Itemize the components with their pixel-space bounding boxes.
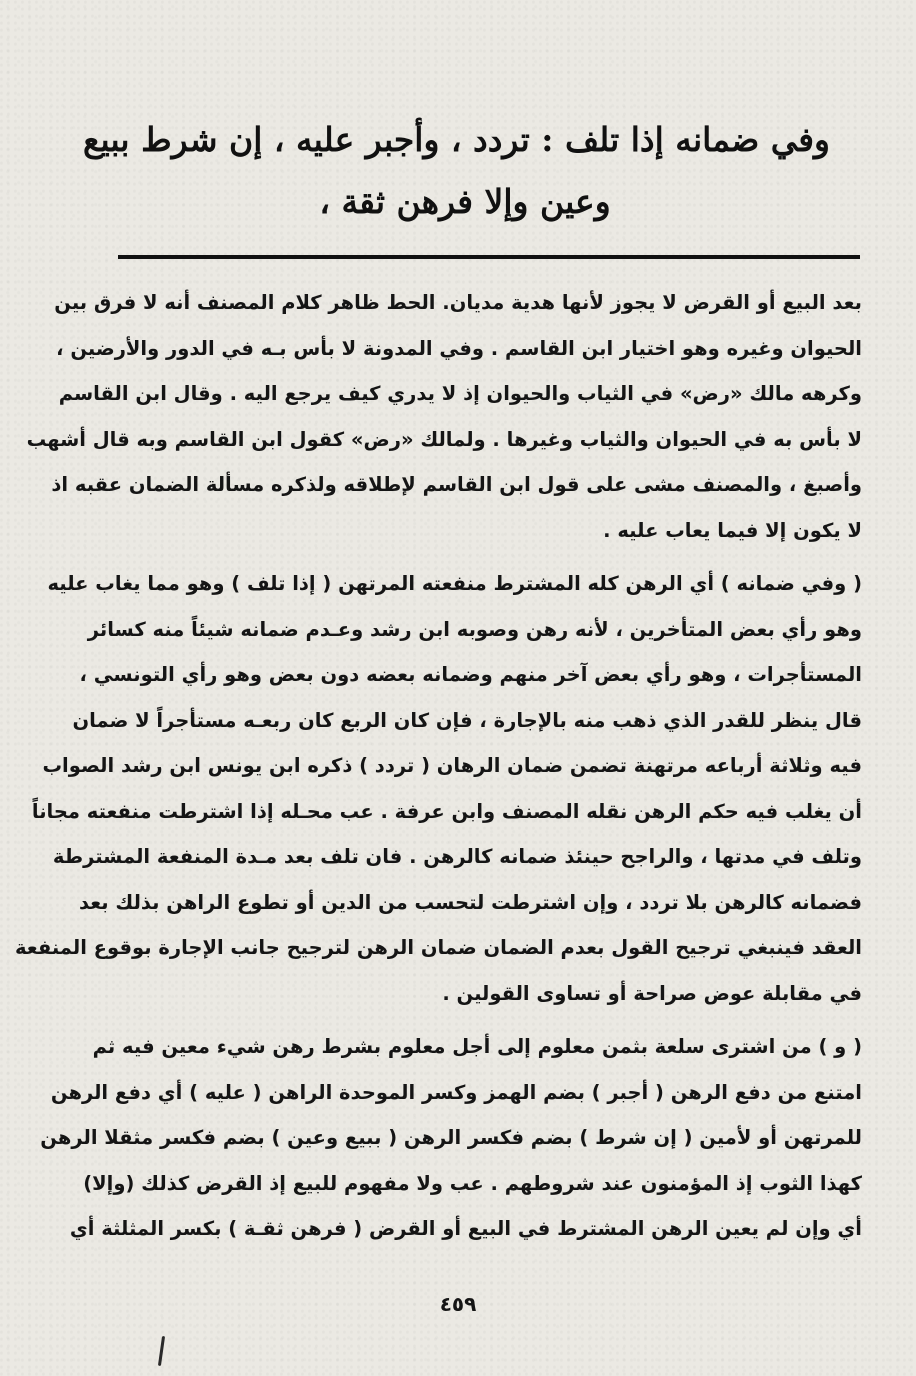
text-line: بعد البيع أو القرض لا يجوز لأنها هدية مديان. الحط ظاهر كلام المصنف أنه لا فرق بين	[54, 291, 862, 314]
text-line: المستأجرات ، وهو رأي بعض آخر منهم وضمانه بعضه دون بعض وهو رأي التونسي ،	[79, 663, 862, 686]
paragraph-gap	[100, 1016, 862, 1024]
paragraph-1	[26, 280, 862, 553]
matn-heading-line-2: وعين وإلا فرهن ثقة ،	[319, 182, 611, 221]
text-line: في مقابلة عوض صراحة أو تساوى القولين .	[442, 981, 862, 1005]
paragraph-3	[40, 1024, 862, 1252]
text-line: لا بأس به في الحيوان والثياب وغيرها . ولمالك «رض» كقول ابن القاسم وبه قال أشهب	[26, 427, 862, 451]
matn-heading-line-1: وفي ضمانه إذا تلف : تردد ، وأجبر عليه ، إن شرط ببيع	[82, 120, 830, 159]
page-number: ٤٥٩	[439, 1292, 477, 1316]
text-line: ( و ) من اشترى سلعة بثمن معلوم إلى أجل معلوم بشرط رهن شيء معين فيه ثم	[92, 1035, 862, 1058]
pen-stroke-mark	[158, 1336, 165, 1366]
text-line: قال ينظر للقدر الذي ذهب منه بالإجارة ، فإن كان الربع كان ربعـه مستأجراً لا ضمان	[72, 708, 862, 732]
text-line: لا يكون إلا فيما يعاب عليه .	[603, 518, 862, 542]
text-line: أن يغلب فيه حكم الرهن نقله المصنف وابن عرفة . عب محـله إذا اشترطت منفعته مجاناً	[31, 799, 862, 823]
text-line: وأصبغ ، والمصنف مشى على قول ابن القاسم لإطلاقه ولذكره مسألة الضمان عقبه اذ	[51, 473, 862, 496]
paragraph-2	[14, 561, 862, 1016]
text-line: الحيوان وغيره وهو اختيار ابن القاسم . وفي المدونة لا بأس بـه في الدور والأرضين ،	[56, 336, 862, 360]
text-line: وكرهه مالك «رض» في الثياب والحيوان إذ لا يدري كيف يرجع اليه . وقال ابن القاسم	[58, 382, 862, 405]
heading-divider	[118, 255, 860, 259]
commentary-text	[14, 280, 862, 1252]
text-line: كهذا الثوب إذ المؤمنون عند شروطهم . عب ولا مفهوم للبيع إذ القرض كذلك (وإلا)	[83, 1171, 862, 1195]
text-line: ( وفي ضمانه ) أي الرهن كله المشترط منفعته المرتهن ( إذا تلف ) وهو مما يغاب عليه	[47, 572, 862, 595]
text-line: فيه وثلاثة أرباعه مرتهنة تضمن ضمان الرهان ( تردد ) ذكره ابن يونس ابن رشد الصواب	[42, 754, 862, 777]
text-line: فضمانه كالرهن بلا تردد ، وإن اشترطت لتحسب من الدين أو تطوع الراهن بذلك بعد	[79, 890, 862, 914]
text-line: وتلف في مدتها ، والراجح حينئذ ضمانه كالرهن . فان تلف بعد مـدة المنفعة المشترطة	[52, 845, 862, 868]
paragraph-gap	[100, 553, 862, 561]
text-line: للمرتهن أو لأمين ( إن شرط ) بضم فكسر الرهن ( ببيع وعين ) بضم فكسر مثقلا الرهن	[40, 1126, 862, 1149]
text-line: العقد فينبغي ترجيح القول بعدم الضمان ضمان الرهن لترجيح جانب الإجارة بوقوع المنفعة	[14, 936, 862, 959]
text-line: وهو رأي بعض المتأخرين ، لأنه رهن وصوبه ابن رشد وعـدم ضمانه شيئاً منه كسائر	[87, 617, 862, 641]
text-line: أي وإن لم يعين الرهن المشترط في البيع أو القرض ( فرهن ثقـة ) بكسر المثلثة أي	[69, 1217, 862, 1240]
text-line: امتنع من دفع الرهن ( أجبر ) بضم الهمز وكسر الموحدة الراهن ( عليه ) أي دفع الرهن	[50, 1080, 862, 1104]
